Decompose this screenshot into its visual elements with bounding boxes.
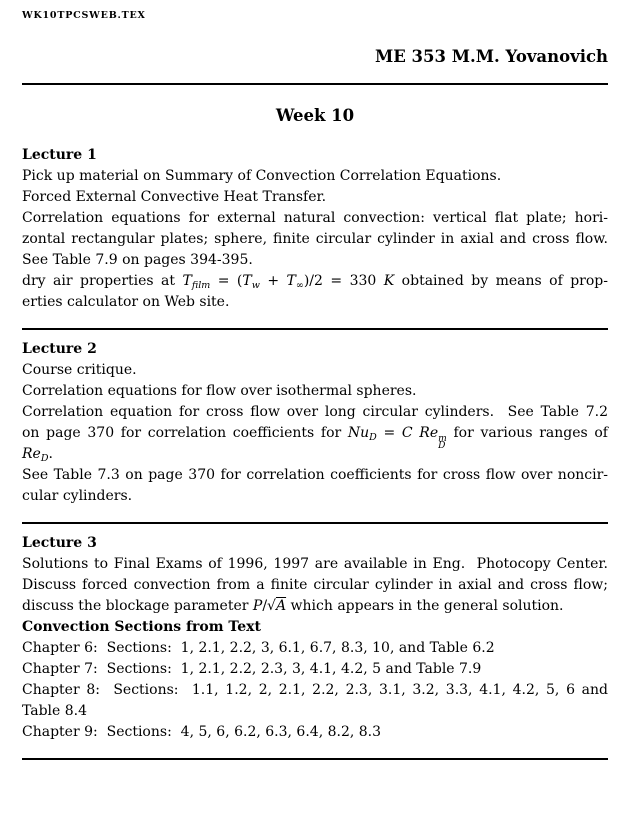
lecture-section [22, 533, 608, 743]
math-text: Re [22, 446, 41, 462]
text-line [22, 444, 608, 465]
text-line [22, 554, 608, 575]
plain-text: Chapter 7: Sections: 1, 2.1, 2.2, 2.3, 3, 4.1, 4.2, 5 and Table 7.9 [22, 661, 482, 677]
section-heading: Lecture 1 [22, 147, 97, 163]
plain-text: Forced External Convective Heat Transfer. [22, 189, 327, 205]
plain-text: discuss the blockage parameter [22, 598, 253, 614]
sections-container [22, 145, 608, 760]
plain-text: Solutions to Final Exams of 1996, 1997 are available in Eng. Photocopy Center. [22, 556, 608, 572]
math-text: T [182, 273, 192, 289]
text-line [22, 575, 608, 596]
section-rule [22, 758, 608, 760]
math-text: T [286, 273, 296, 289]
plain-text: obtained by means of prop- [394, 273, 608, 289]
plain-text: Correlation equations for external natural convection: vertical flat plate; hori- [22, 210, 608, 226]
plain-text: Correlation equation for cross flow over long circular cylinders. See Table 7.2 [22, 404, 608, 420]
plain-text: dry air properties at [22, 273, 183, 289]
plain-text: Chapter 6: Sections: 1, 2.1, 2.2, 3, 6.1, 6.7, 8.3, 10, and Table 6.2 [22, 640, 495, 656]
plain-text: Pick up material on Summary of Convection Correlation Equations. [22, 168, 502, 184]
section-rule [22, 522, 608, 524]
plain-text: / [262, 598, 268, 614]
math-text: ∞ [295, 279, 304, 291]
math-text: Nu [347, 425, 370, 441]
plain-text: See Table 7.3 on page 370 for correlation coefficients for cross flow over noncir- [22, 467, 608, 483]
plain-text: Chapter 8: Sections: 1.1, 1.2, 2, 2.1, 2.2, 2.3, 3.1, 3.2, 3.3, 4.1, 4.2, 5, 6 and [22, 682, 608, 698]
page-title: Week 10 [275, 106, 355, 125]
plain-text: erties calculator on Web site. [22, 294, 230, 310]
plain-text: Correlation equations for flow over isothermal spheres. [22, 383, 417, 399]
text-line [22, 271, 608, 292]
text-line [22, 722, 608, 743]
text-line [22, 208, 608, 229]
text-line [22, 596, 608, 617]
lecture-section [22, 339, 608, 507]
section-heading: Lecture 3 [22, 535, 97, 551]
text-line [22, 187, 608, 208]
text-line [22, 381, 608, 402]
plain-text: )/2 = 330 [303, 273, 384, 289]
plain-text: zontal rectangular plates; sphere, finite circular cylinder in axial and cross flow. [22, 231, 608, 247]
text-line [22, 360, 608, 381]
text-line [22, 423, 608, 452]
text-line [22, 229, 608, 250]
text-line [22, 292, 608, 313]
plain-text: Chapter 9: Sections: 4, 5, 6, 6.2, 6.3, 6.4, 8.2, 8.3 [22, 724, 382, 740]
section-heading: Lecture 2 [22, 341, 97, 357]
plain-text: which appears in the general solution. [286, 598, 564, 614]
math-text: w [251, 279, 260, 291]
math-text: D [40, 452, 49, 464]
course-header: ME 353 M.M. Yovanovich [374, 47, 608, 66]
text-line [22, 617, 608, 638]
math-text: D [369, 431, 377, 443]
text-line [22, 701, 608, 722]
text-line [22, 659, 608, 680]
plain-text: cular cylinders. [22, 488, 133, 504]
plain-text: + [259, 273, 287, 289]
file-label: WK10TPCSWEB.TEX [22, 10, 146, 21]
lecture-section [22, 145, 608, 313]
math-text: √ [267, 598, 276, 614]
text-line [22, 465, 608, 486]
plain-text: = ( [210, 273, 243, 289]
section-rule [22, 328, 608, 330]
math-text: A [275, 598, 287, 614]
plain-text: = [376, 425, 402, 441]
text-line [22, 402, 608, 423]
plain-text: Table 8.4 [22, 703, 88, 719]
plain-text: Discuss forced convection from a finite circular cylinder in axial and cross flow; [22, 577, 608, 593]
plain-text: Course critique. [22, 362, 137, 378]
plain-text: See Table 7.9 on pages 394-395. [22, 252, 253, 268]
header-rule [22, 83, 608, 85]
plain-text: . [48, 446, 53, 462]
math-text: P [252, 598, 263, 614]
math-text: C Re [401, 425, 439, 441]
plain-text: for various ranges of [446, 425, 608, 441]
text-line [22, 638, 608, 659]
plain-text: on page 370 for correlation coefficients for [22, 425, 348, 441]
text-line [22, 680, 608, 701]
text-line [22, 486, 608, 507]
text-line [22, 166, 608, 187]
math-text: T [242, 273, 252, 289]
math-sup-sub: m D [438, 434, 447, 452]
plain-text: Convection Sections from Text [22, 619, 261, 635]
text-line [22, 250, 608, 271]
math-text: film [191, 279, 211, 291]
math-text: K [383, 273, 395, 289]
